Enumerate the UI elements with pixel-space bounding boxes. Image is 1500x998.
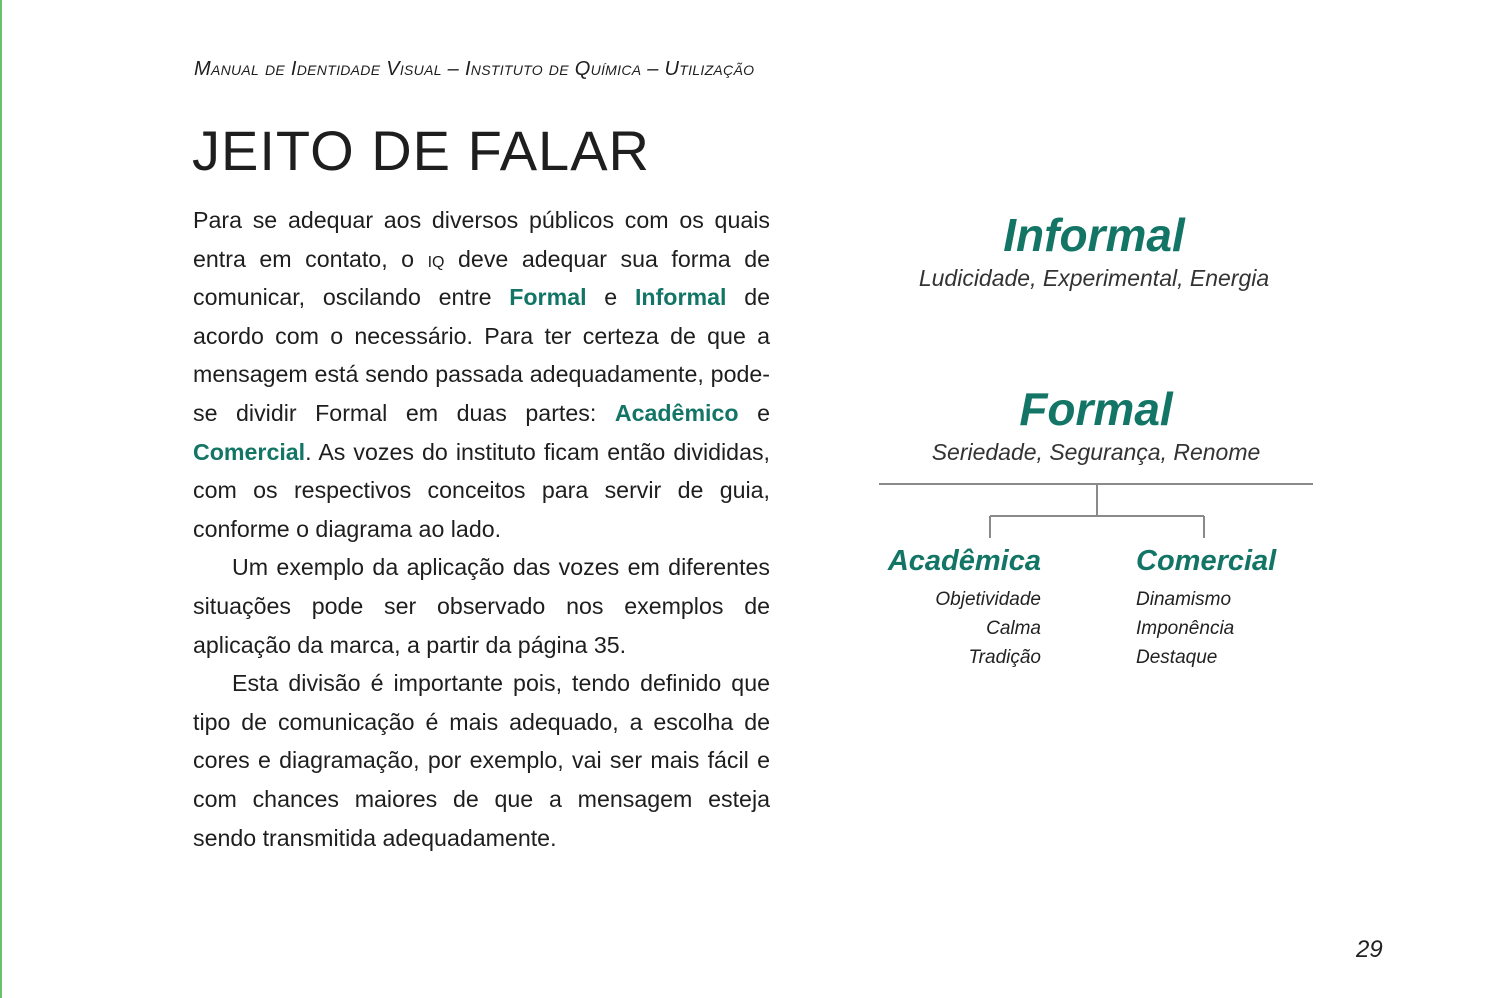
page-title: JEITO DE FALAR <box>192 119 650 182</box>
comercial-concepts <box>1136 585 1234 672</box>
list-item: Destaque <box>1136 647 1218 668</box>
list-item: Calma <box>986 618 1041 639</box>
highlight-comercial: Comercial <box>193 438 306 465</box>
highlight-formal: Formal <box>509 284 587 311</box>
iq-abbreviation: iq <box>427 245 445 272</box>
academica-title: Acadêmica <box>887 545 1041 577</box>
page-number: 29 <box>1356 936 1383 963</box>
running-header: Manual de Identidade Visual – Instituto de Química – Utilização <box>194 58 755 80</box>
list-item: Imponência <box>1136 618 1235 639</box>
highlight-academico: Acadêmico <box>614 399 739 426</box>
academica-concepts <box>841 585 1041 672</box>
informal-concepts: Ludicidade, Experimental, Energia <box>918 265 1270 291</box>
list-item: Dinamismo <box>1136 589 1232 610</box>
list-item: Tradição <box>968 647 1041 668</box>
paragraph-1: Para se adequar aos diversos públicos com os quais entra em contato, o iq deve adequar sua forma de comunicar, oscilando entre Formal e Informal de acordo com o necessário. Para ter certeza de que a mensagem está sendo passada adequadamente, pode-se dividir Formal em duas partes: Acadêmico e Comercial. As vozes do instituto ficam então divididas, com os respectivos conceitos para servir de guia, conforme o diagrama ao lado. <box>193 207 771 542</box>
list-item: Objetividade <box>935 589 1041 610</box>
formal-title: Formal <box>1019 383 1173 435</box>
paragraph-3: Esta divisão é importante pois, tendo definido que tipo de comunicação é mais adequado, a escolha de cores e diagramação, por exemplo, vai ser mais fácil e com chances maiores de que a mensagem esteja sendo transmitida adequadamente. <box>193 670 770 851</box>
formal-concepts: Seriedade, Segurança, Renome <box>931 439 1261 465</box>
paragraph-2: Um exemplo da aplicação das vozes em diferentes situações pode ser observado nos exemplos de aplicação da marca, a partir da página 35. <box>193 554 770 658</box>
highlight-informal: Informal <box>634 284 727 311</box>
comercial-title: Comercial <box>1136 545 1277 577</box>
informal-title: Informal <box>1003 209 1185 261</box>
